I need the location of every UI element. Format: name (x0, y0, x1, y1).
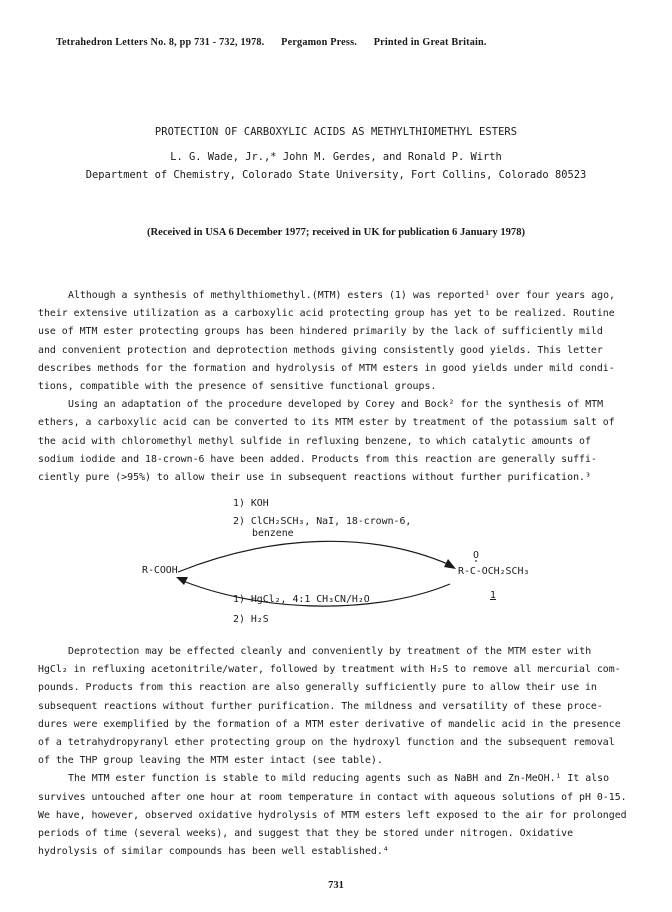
forward-arrow (178, 541, 450, 572)
reaction-scheme (0, 495, 672, 640)
body-line: of the THP group leaving the MTM ester intact (see table). (38, 755, 383, 767)
forward-arrowhead (444, 559, 456, 569)
body-line: of a tetrahydropyranyl ether protecting group on the hydroxyl function and the subsequent removal (38, 737, 615, 749)
step-1: 1) KOH (233, 498, 269, 509)
body-line: Deprotection may be effected cleanly and conveniently by treatment of the MTM ester with (68, 646, 592, 657)
paper-title: PROTECTION OF CARBOXYLIC ACIDS AS METHYLTHIOMETHYL ESTERS (154, 126, 518, 138)
reactant: R-COOH (142, 565, 178, 576)
body-line: hydrolysis of similar compounds has been well established.⁴ (38, 846, 389, 858)
body-line: Using an adaptation of the procedure developed by Corey and Bock² for the synthesis of MTM (68, 399, 604, 411)
step-2: 2) ClCH₂SCH₃, NaI, 18-crown-6, (233, 516, 412, 527)
body-line: subsequent reactions without further purification. The mildness and versatility of these proce- (38, 700, 603, 712)
printed-note: Printed in Great Britain. (373, 37, 487, 48)
body-line: HgCl₂ in refluxing acetonitrile/water, followed by treatment with H₂S to remove all mercurial com- (38, 664, 621, 676)
body-line: We have, however, observed oxidative hydrolysis of MTM esters left exposed to the air for prolonged (38, 809, 627, 821)
affiliation: Department of Chemistry, Colorado State University, Fort Collins, Colorado 80523 (85, 169, 587, 181)
body-line: use of MTM ester protecting groups has been hindered primarily by the lack of sufficiently mild (38, 326, 603, 338)
body-paragraphs-1 (38, 287, 638, 487)
body-line: ethers, a carboxylic acid can be converted to its MTM ester by treatment of the potassium salt of (38, 417, 615, 429)
product-carbonyl-o: O (473, 550, 479, 561)
body-line: periods of time (several weeks), and suggest that they be stored under nitrogen. Oxidative (38, 828, 574, 840)
body-line: describes methods for the formation and hydrolysis of MTM esters in good yields under mild condi- (38, 362, 615, 374)
page-number: 731 (328, 880, 344, 891)
body-line: the acid with chloromethyl methyl sulfide in refluxing benzene, to which catalytic amounts of (38, 435, 591, 447)
body-line: survives untouched after one hour at room temperature in contact with aqueous solutions of pH 0-15. (38, 791, 627, 803)
product-double-bond: " (474, 559, 479, 567)
product: R-C-OCH₂SCH₃ (458, 566, 530, 577)
body-line: sodium iodide and 18-crown-6 have been added. Products from this reaction are generally suffi- (38, 453, 597, 465)
product-number: 1 (490, 590, 496, 601)
authors: L. G. Wade, Jr.,* John M. Gerdes, and Ronald P. Wirth (170, 151, 502, 163)
body-line: and convenient protection and deprotection methods giving consistently good yields. This letter (38, 344, 603, 356)
step-2-solvent: benzene (252, 528, 294, 539)
body-paragraphs-2 (38, 643, 638, 861)
body-line: ciently pure (>95%) to allow their use in subsequent reactions without further purification.³ (38, 472, 591, 484)
deprotection-step-2: 2) H₂S (233, 614, 269, 625)
body-line: Although a synthesis of methylthiomethyl.(MTM) esters (1) was reported¹ over four years ago, (68, 290, 615, 301)
deprotection-step-1: 1) HgCl₂, 4:1 CH₃CN/H₂O (233, 594, 370, 605)
received-dates: (Received in USA 6 December 1977; received in UK for publication 6 January 1978) (146, 227, 526, 238)
body-line: their extensive utilization as a carboxylic acid protecting group has yet to be realized. Routine (38, 308, 615, 320)
journal-header (56, 37, 501, 48)
body-line: pounds. Products from this reaction are also generally sufficiently pure to allow their use in (38, 682, 597, 694)
body-line: The MTM ester function is stable to mild reducing agents such as NaBH and Zn-MeOH.¹ It also (68, 773, 610, 785)
publisher: Pergamon Press. (281, 37, 357, 48)
journal-citation: Tetrahedron Letters No. 8, pp 731 - 732, 1978. (56, 37, 265, 48)
body-line: dures were exemplified by the formation of a MTM ester derivative of mandelic acid in the presence (38, 718, 621, 730)
reverse-arrowhead (176, 577, 188, 585)
body-line: tions, compatible with the presence of sensitive functional groups. (38, 381, 437, 393)
